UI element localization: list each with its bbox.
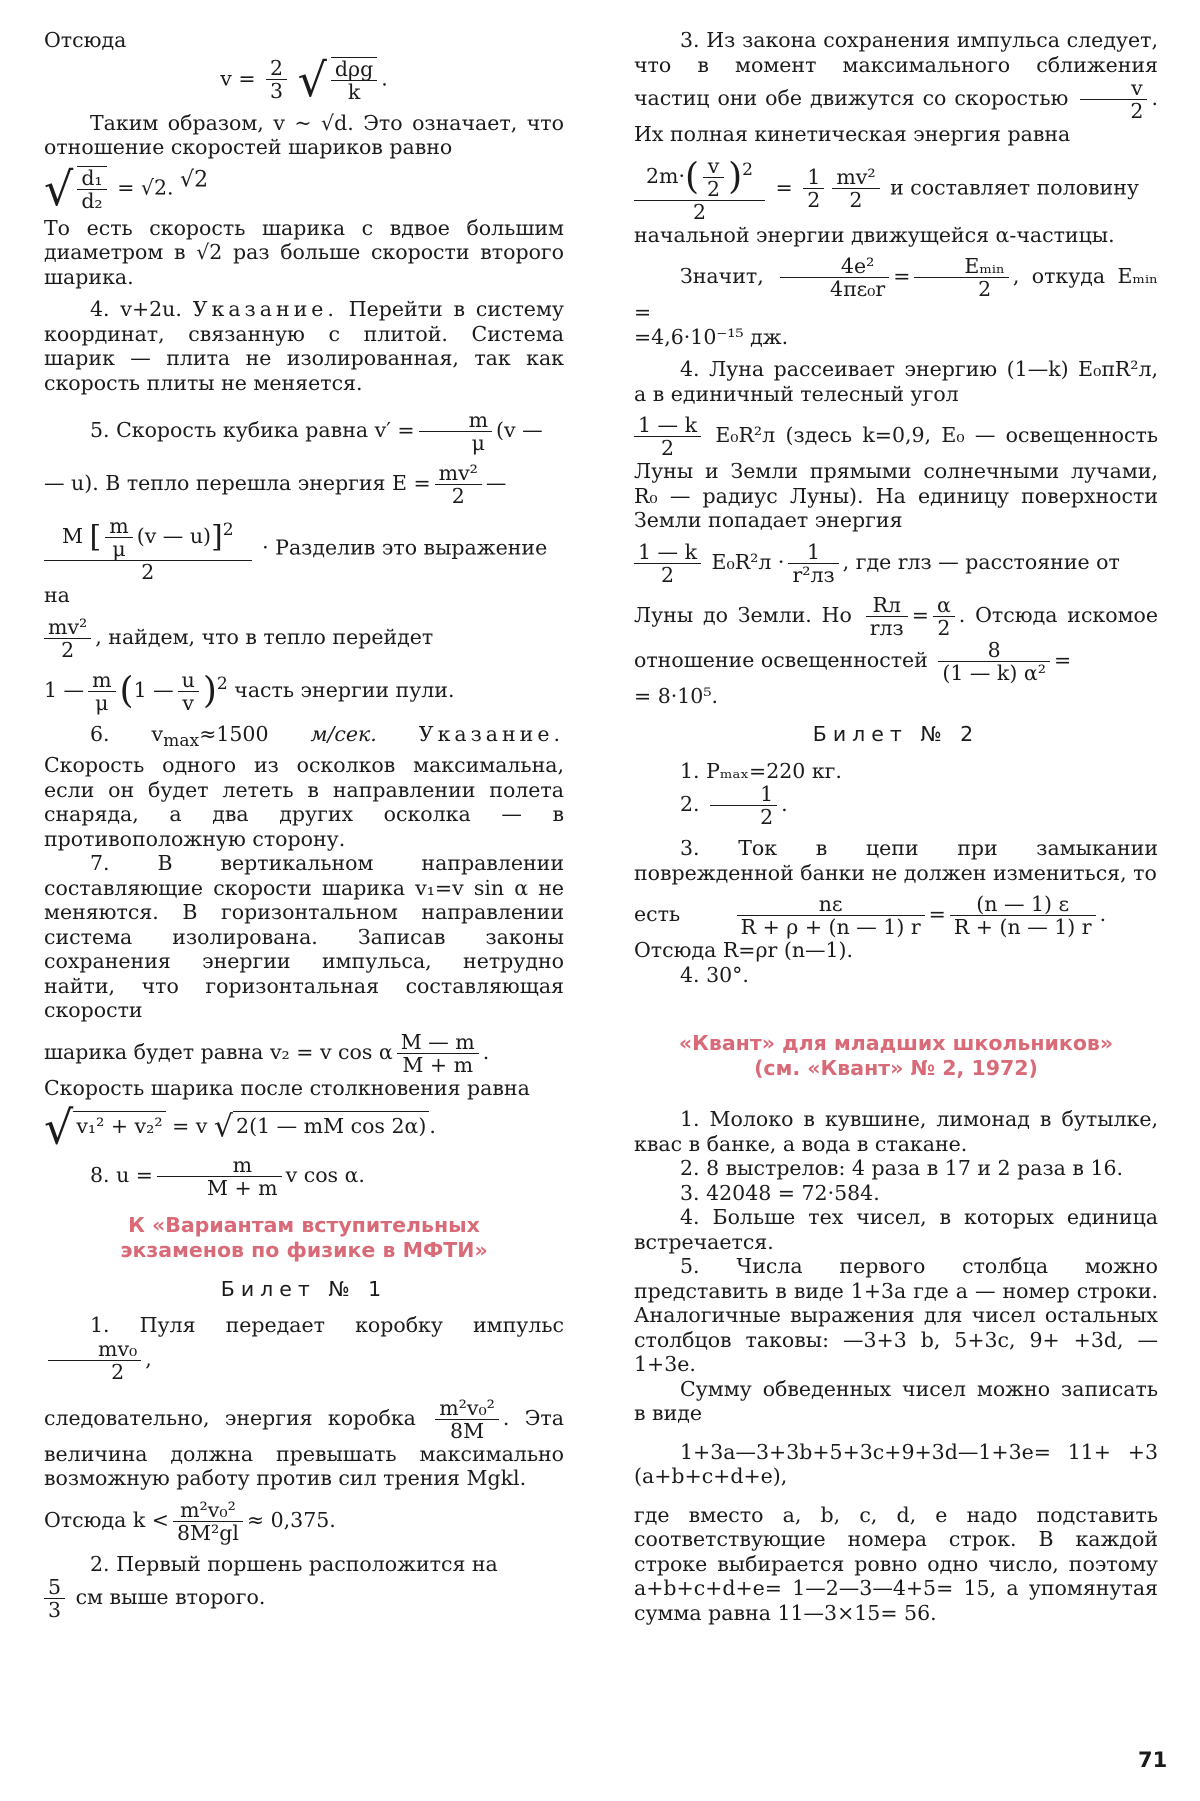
answer-7-formula: шарика будет равна v₂ = v cos α $\frac{M — m}{M + m}$ . [44,1029,490,1077]
right-column [634,28,1158,1625]
answer-4-moon-d: Луны до Земли. Но Rл rлз = $\frac{\alpha}{2}$ . Отсюда искомое отношение освещенностей $\frac{8}{\text{(1 — k) α²}}$ = [634,592,1158,685]
ticket-1-title: Билет № 1 [220,1276,388,1301]
answer-3-znach: Значит, $\frac{\text{4e²}}{\text{4πε₀r}}$ = Eₘᵢₙ 2 , откуда Eₘᵢₙ = [634,254,1158,324]
answer-5-formula: M [ $\frac{m}{\mu}$ (v — u)]$^2$ 2 · Разделив это выражение на [44,514,548,607]
answer-3-formula: 2m·( $\frac{v}{2}$ )$^2$ 2 = $\frac{1}{2}$ $\frac{\text{mv²}}{2}$ и составляет половину начальной энергии движущейся α-частицы. [634,153,1139,247]
answer-4-moon: 4. Луна рассеивает энергию (1—k) E₀πR²л, а в единичный телесный угол [634,357,1158,406]
kvant-answer-3: 3. 42048 = 72·584. [680,1180,880,1205]
answer-6: 6. $v_{max}\approx 1500$ м/сек. Указание. Скорость одного из осколков максимальна, если он будет лететь в направлении полета снаряда, а два других осколка — в противоположную сторону. [44,721,564,851]
answer-7: 7. В вертикальном направлении составляющие скорости шарика v₁=v sin α не меняются. В горизонтальном направлении система изолирована. Записав законы сохранения энергии импульса, нетрудно найти, что горизонтальная составляющая скорости [44,851,564,1023]
ticket1-answer-1-res: Отсюда k < $\frac{\text{m²v₀²}}{\text{8M²gl}}$ ≈ 0,375. [44,1497,336,1545]
ticket2-answer-2: 2. $\frac{1}{2}$ . [680,782,788,829]
ticket2-answer-3: 3. Ток в цепи при замыкании поврежденной банки не должен измениться, то [634,836,1158,885]
formula-v-sqrt: v = $\frac{2}{3}$ √ dρg k . [220,52,388,107]
page-number: 71 [1138,1748,1168,1772]
answer-4-moon-res: = 8·10⁵. [634,683,719,708]
kvant-answer-2: 2. 8 выстрелов: 4 раза в 17 и 2 раза в 16. [680,1156,1124,1180]
answer-5-cont: — u). В тепло перешла энергия E = $\frac{\text{mv²}}{2}$ — [44,461,507,508]
ticket1-answer-2-cont: $\frac{5}{3}$ см выше второго. [44,1576,564,1621]
kvant-answer-4: 4. Больше тех чисел, в которых единица встречается. [634,1205,1158,1254]
left-column [44,28,564,1621]
answer-5-text: $\frac{\text{mv²}}{2}$ , найдем, что в тепло перейдет [44,616,564,661]
kvant-answer-5: 5. Числа первого столбца можно представить в виде 1+3a где a — номер строки. Аналогичные выражения для чисел остальных столбцов таковы: —3+3 b, 5+3c, 9+ +3d, —1+3e. [634,1254,1158,1376]
formula-ratio: √ $\frac{\text{d₁}}{\text{d₂}}$ = √2. √2 [44,161,209,216]
kvant-answer-5-formula: 1+3a—3+3b+5+3c+9+3d—1+3e= 11+ +3 (a+b+c+d+e), [634,1439,1158,1488]
ticket1-answer-1: 1. Пуля передает коробку импульс $\frac{\text{mv₀}}{2}$ , [44,1313,564,1383]
section-title-kvant: «Квант» для младших школьников» (см. «Квант» № 2, 1972) [678,1031,1114,1080]
answer-5-result: 1 — $\frac{m}{\mu}$ (1 — $\frac{u}{v}$ )$^2$ часть энергии пули. [44,667,455,715]
answer-7-after: Скорость шарика после столкновения равна [44,1075,530,1100]
answer-4-moon-b: $\frac{1 — k}{2}$ E₀R²л (здесь k=0,9, E₀ — освещенность Луны и Земли прямыми солнечными лучами, R₀ — радиус Луны). На единицу поверхности Земли попадает энергия [634,413,1158,532]
answer-3-value: =4,6·10⁻¹⁵ дж. [634,324,789,349]
kvant-answer-1: 1. Молоко в кувшине, лимонад в бутылке, квас в банке, а вода в стакане. [634,1107,1158,1156]
ticket2-answer-1: 1. Pₘₐₓ=220 кг. [680,758,842,783]
answer-4-moon-c: $\frac{1 — k}{2}$ E₀R²л · 1 r²лз , где rлз — расстояние от [634,541,1158,586]
ticket1-answer-1-cont: следовательно, энергия коробка $\frac{\text{m²v₀²}}{8M}$ . Эта величина должна превышать максимально возможную работу против сил трения Mgkl. [44,1395,564,1491]
ticket2-answer-3-res: Отсюда R=ρr (n—1). [634,938,854,962]
answer-7-speed: √ v₁² + v₂² = v √ 2(1 — mM cos 2α) . [44,1100,436,1155]
section-title-mipt: К «Вариантам вступительных экзаменов по физике в МФТИ» [120,1212,488,1262]
paragraph-takim: Таким образом, v ~ √d. Это означает, что отношение скоростей шариков равно [44,110,564,159]
paragraph-toest: То есть скорость шарика с вдвое большим диаметром в √2 раз больше скорости второго шарика. [44,215,564,289]
ticket2-answer-3-formula: есть $\frac{n\varepsilon}{R + \rho + (n — 1) r}$ = $\frac{(n — 1) \varepsilon}{R + (n — 1) r}$ . [634,892,1107,939]
kvant-answer-5-conclusion: где вместо a, b, c, d, e надо подставить соответствующие номера строк. В каждой строке выбирается ровно одно число, поэтому a+b+c+d+e= 1—2—3—4+5= 15, а упомянутая сумма равна 11—3×15= 56. [634,1502,1158,1625]
ticket2-answer-4: 4. 30°. [680,962,749,987]
answer-4: 4. v+2u. Указание. Перейти в систему координат, связанную с плитой. Система шарик — плита не изолированная, так как скорость плиты не меняется. [44,297,564,395]
ticket1-answer-2: 2. Первый поршень расположится на [90,1551,498,1576]
text-otsyuda: Отсюда [44,28,127,52]
answer-5: 5. Скорость кубика равна v′ = $\frac{m}{\mu}$ (v — [90,408,543,455]
kvant-answer-5-sum: Сумму обведенных чисел можно записать в виде [634,1376,1158,1425]
answer-8: 8. u = $\frac{m}{M + m}$ v cos α. [90,1152,365,1200]
ticket-2-title: Билет № 2 [812,722,980,746]
answer-3: 3. Из закона сохранения импульса следует, что в момент максимального сближения частиц они обе движутся со скоростью $\frac{v}{2}$ . Их полная кинетическая энергия равна [634,28,1158,146]
